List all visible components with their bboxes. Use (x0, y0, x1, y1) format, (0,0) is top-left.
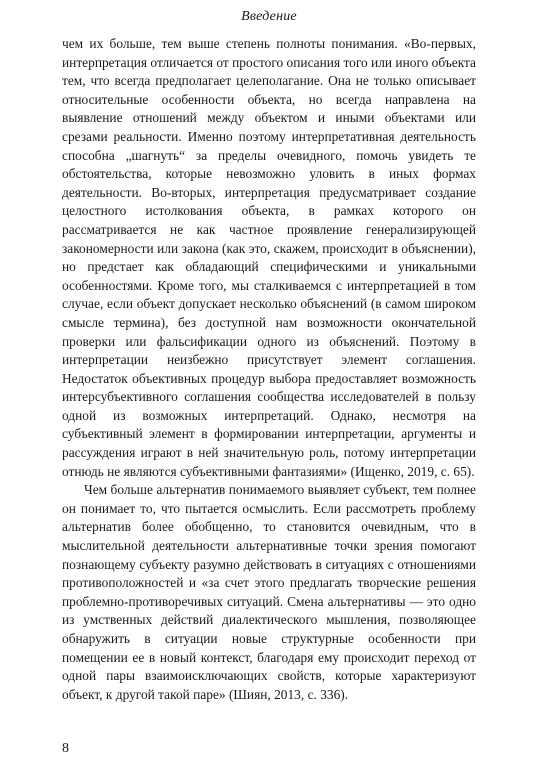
body-text (62, 35, 476, 704)
running-header: Введение (241, 9, 297, 24)
page-number: 8 (62, 741, 69, 756)
paragraph-continued-quote: чем их больше, тем выше степень полноты понимания. «Во-первых, интерпретация отличается от простого описания того или иного объекта тем, что всегда предполагает целеполагание. Она не только описывает относительные особенности объекта, но всегда направлена на выявление отношений между объектом и иными объектами или срезами реальности. Именно поэтому интерпретативная деятельность способна „шагнуть“ за пределы очевидного, помочь увидеть те обстоятельства, которые невозможно уловить в иных формах деятельности. Во-вторых, интерпретация предусматривает создание целостного истолкования объекта, в рамках которого он рассматривается не как частное проявление генерализирующей закономерности или закона (как это, скажем, происходит в объяснении), но предстает как обладающий специфическими и уникальными особенностями. Кроме того, мы сталкиваемся с интерпретацией в том случае, если объект допускает несколько объяснений (в самом широком смысле термина), без доступной нам возможности окончательной проверки или фальсификации одного из объяснений. Поэтому в интерпретации неизбежно присутствует элемент соглашения. Недостаток объективных процедур выбора предоставляет возможность интерсубъективного соглашения сообщества исследователей в пользу одной из возможных интерпретаций. Однако, несмотря на субъективный элемент в формировании интерпретации, аргументы и рассуждения играют в ней значительную роль, потому интерпретации отнюдь не являются субъективными фантазиями» (Ищенко, 2019, с. 65). (62, 36, 476, 479)
paragraph-alternatives: Чем больше альтернатив понимаемого выявляет субъект, тем полнее он понимает то, что пытается осмыслить. Если рассмотреть проблему альтернатив более обобщенно, то становится очевидным, что в мыслительной деятельности альтернативные точки зрения помогают познающему субъекту разумно действовать в ситуациях с отношениями противоположностей и «за счет этого предлагать творческие решения проблемно-противоречивых ситуаций. Смена альтернативы — это одно из умственных действий диалектического мышления, позволяющее обнаружить в ситуации новые структурные особенности при помещении ее в новый контекст, благодаря ему происходит переход от одной пары взаимоисключающих свойств, которые характеризуют объект, к другой такой паре» (Шиян, 2013, с. 336). (62, 482, 476, 702)
